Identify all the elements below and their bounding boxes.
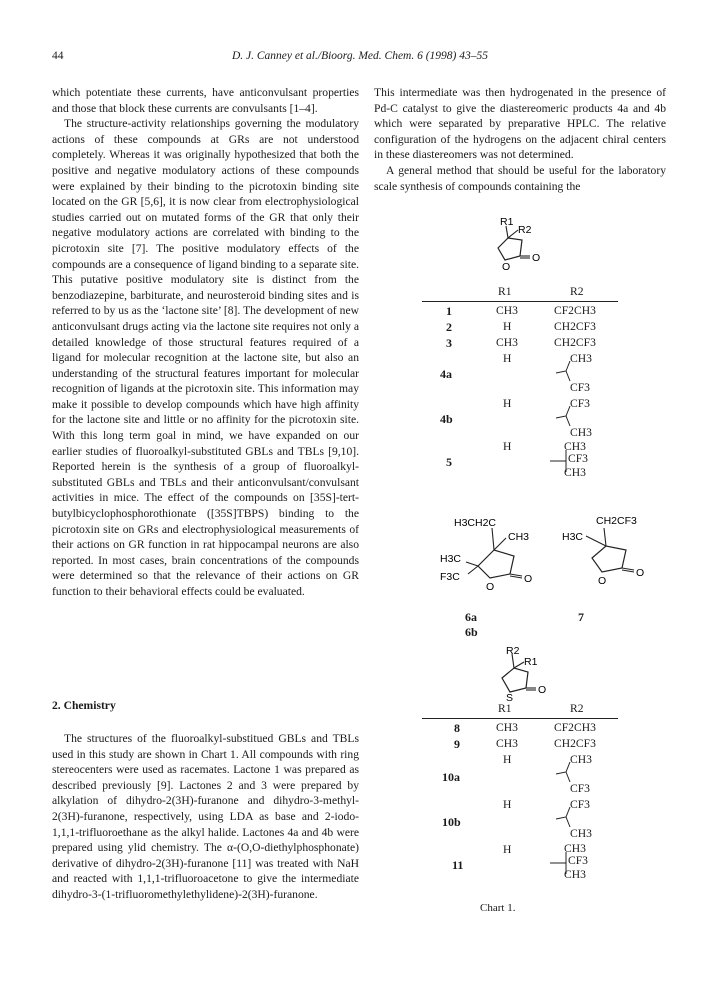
compound-id: 9 bbox=[454, 737, 460, 751]
compound-id: 11 bbox=[452, 858, 464, 872]
right-column-text bbox=[374, 85, 666, 194]
cell-r2-top: CH3 bbox=[564, 440, 586, 453]
table-rule bbox=[422, 301, 618, 302]
cell-r1: CH3 bbox=[496, 737, 518, 750]
table-rule bbox=[422, 718, 618, 719]
cell-r2-bottom: CH3 bbox=[564, 466, 586, 479]
paragraph: which potentiate these currents, have anticonvulsant properties and those that block these currents are convulsants [1–4]. bbox=[52, 86, 359, 115]
r2-label: R2 bbox=[506, 645, 520, 657]
cell-r2: CF2CH3 bbox=[554, 721, 596, 734]
compound-6a-label: 6a bbox=[465, 610, 477, 624]
cell-r2-bottom: CH3 bbox=[570, 827, 592, 840]
running-header: D. J. Canney et al./Bioorg. Med. Chem. 6 (1998) 43–55 bbox=[231, 50, 489, 62]
compound-6b-label: 6b bbox=[465, 625, 478, 639]
cell-r1: H bbox=[503, 798, 512, 811]
ring-oxygen: O bbox=[486, 581, 495, 593]
cell-r1: H bbox=[503, 397, 512, 410]
cell-r1: H bbox=[503, 352, 512, 365]
thio-row-11-r2 bbox=[540, 842, 620, 890]
chart-caption: Chart 1. bbox=[480, 902, 516, 914]
r1-label: R1 bbox=[524, 656, 538, 668]
h3c-label: H3C bbox=[440, 553, 462, 565]
col-header-r1: R1 bbox=[498, 285, 512, 298]
r1-label: R1 bbox=[500, 216, 514, 228]
chemistry-paragraph bbox=[52, 731, 359, 903]
carbonyl-oxygen: O bbox=[636, 567, 645, 579]
cell-r2-top: CF3 bbox=[570, 397, 590, 410]
cell-r1: CH3 bbox=[496, 336, 518, 349]
cell-r1: CH3 bbox=[496, 721, 518, 734]
compound-id: 4a bbox=[440, 367, 452, 381]
cell-r2-top: CH3 bbox=[564, 842, 586, 855]
cell-r2-bottom: CF3 bbox=[570, 782, 590, 795]
compound-id: 5 bbox=[446, 455, 452, 469]
cell-r2: CH2CF3 bbox=[554, 336, 596, 349]
compound-id: 2 bbox=[446, 320, 452, 334]
cell-r2-mid: CF3 bbox=[568, 452, 588, 465]
left-column-text bbox=[52, 85, 359, 600]
ch3-label: CH3 bbox=[508, 531, 530, 543]
cell-r2-top: CF3 bbox=[570, 798, 590, 811]
lactone-row-5-r2 bbox=[540, 440, 620, 488]
cell-r2-bottom: CH3 bbox=[570, 426, 592, 439]
compound-7-label: 7 bbox=[578, 610, 584, 624]
cell-r2: CF2CH3 bbox=[554, 304, 596, 317]
paragraph: This intermediate was then hydrogenated in the presence of Pd-C catalyst to give the diastereomeric products 4a and 4b which were separated by preparative HPLC. The relative configuration of the hydrogens on the adjacent chiral centers in these diastereomers was not determined. bbox=[374, 86, 666, 162]
carbonyl-oxygen: O bbox=[524, 573, 533, 585]
compound-id: 8 bbox=[454, 721, 460, 735]
paragraph: A general method that should be useful for the laboratory scale synthesis of compounds containing the bbox=[374, 163, 666, 193]
compound-id: 10a bbox=[442, 770, 460, 784]
compound-6-structure bbox=[436, 508, 552, 604]
page-number: 44 bbox=[52, 50, 64, 62]
lactone-table bbox=[422, 285, 618, 469]
cell-r1: H bbox=[503, 843, 512, 856]
col-header-r2: R2 bbox=[570, 285, 584, 298]
paragraph: The structures of the fluoroalkyl-substitued GBLs and TBLs used in this study are shown in Chart 1. All compounds with ring stereocenters were used as racemates. Lactone 1 was prepared as described previously [9]. Lactones 2 and 3 were prepared by alkylation of dihydro-2(3H)-furanone and dihydro-3-methyl-2(3H)-furanone, respectively, using LDA as base and 2-iodo-1,1,1-trifluoroethane as the alkyl halide. Lactones 4a and 4b were prepared using ylid chemistry. The α-(O,O-diethylphosphonate) derivative of dihydro-2(3H)-furanone [11] was treated with NaH and reacted with 1,1,1-trifluoroacetone to give the intermediate dihydro-3-(1-trifluoromethylethylidene)-2(3H)-furanone. bbox=[52, 732, 359, 901]
h3ch2c-label: H3CH2C bbox=[454, 517, 497, 529]
compound-id: 10b bbox=[442, 815, 461, 829]
compound-id: 4b bbox=[440, 412, 453, 426]
thiolactone-structure bbox=[486, 644, 556, 702]
cell-r1: CH3 bbox=[496, 304, 518, 317]
cell-r2-top: CH3 bbox=[570, 352, 592, 365]
cell-r1: H bbox=[503, 753, 512, 766]
compound-id: 3 bbox=[446, 336, 452, 350]
ch2cf3-label: CH2CF3 bbox=[596, 515, 637, 527]
compound-7-structure bbox=[560, 508, 664, 588]
f3c-label: F3C bbox=[440, 571, 460, 583]
ring-oxygen: O bbox=[598, 575, 607, 587]
col-header-r1: R1 bbox=[498, 702, 512, 715]
paragraph: The structure-activity relationships governing the modulatory actions of these compounds at GRs are not understood completely. Whereas it was originally hypothesized that both the positive and negative modulatory actions of these compounds were explained by their binding to the picrotoxin binding site located on the GR [5,6], it is now clear from electrophysiological studies carried out on mutated forms of the GR that only their negative modulatory actions are correlated with binding to the picrotoxin site [7]. The positive modulatory effects of the compounds are a consequence of ligand binding to a separate site. This putative positive modulatory site is distinct from the benzodiazepine, barbiturate, and neurosteroid binding sites and is referred to by us as the ‘lactone site’ [8]. The development of new anticonvulsant drugs acting via the lactone site requires not only a detailed knowledge of those structural features required of a ligand for molecular recognition at the lactone site, but also an understanding of the structural features important for molecular recognition of ligands at the picrotoxin site. This information may make it possible to develop compounds which have high affinity for the lactone site and little or no affinity for the picrotoxin site. With this long term goal in mind, we have expanded on our earlier studies of fluoroalkyl-substituted GBLs and TBLs [9,10]. Reported herein is the synthesis of a group of fluoroalkyl-substituted GBLs and TBLs and their anticonvulsant/convulsant activities in mice. The effect of the compounds on [35S]-tert-butylbicyclophosphorothionate ([35S]TBPS) binding to the picrotoxin site on GRs and electrophysiological measurements of their actions on GR function in rat hippocampal neurons are also reported. In most cases, brain concentrations of the compounds were determined so that the relevance of their actions on GR function to their behavioral effects could be evaluated. bbox=[52, 117, 359, 598]
cell-r2-mid: CF3 bbox=[568, 854, 588, 867]
cell-r1: H bbox=[503, 440, 512, 453]
lactone-structure bbox=[480, 216, 550, 274]
cell-r2-bottom: CH3 bbox=[564, 868, 586, 881]
cell-r2-bottom: CF3 bbox=[570, 381, 590, 394]
r2-label: R2 bbox=[518, 224, 532, 236]
compound-id: 1 bbox=[446, 304, 452, 318]
col-header-r2: R2 bbox=[570, 702, 584, 715]
ring-oxygen: O bbox=[502, 261, 511, 273]
cell-r1: H bbox=[503, 320, 512, 333]
cell-r2: CH2CF3 bbox=[554, 737, 596, 750]
h3c-label: H3C bbox=[562, 531, 584, 543]
cell-r2: CH2CF3 bbox=[554, 320, 596, 333]
carbonyl-oxygen: O bbox=[538, 684, 547, 696]
cell-r2-top: CH3 bbox=[570, 753, 592, 766]
carbonyl-oxygen: O bbox=[532, 252, 541, 264]
ring-sulfur: S bbox=[506, 692, 514, 702]
section-heading: 2. Chemistry bbox=[52, 699, 116, 712]
